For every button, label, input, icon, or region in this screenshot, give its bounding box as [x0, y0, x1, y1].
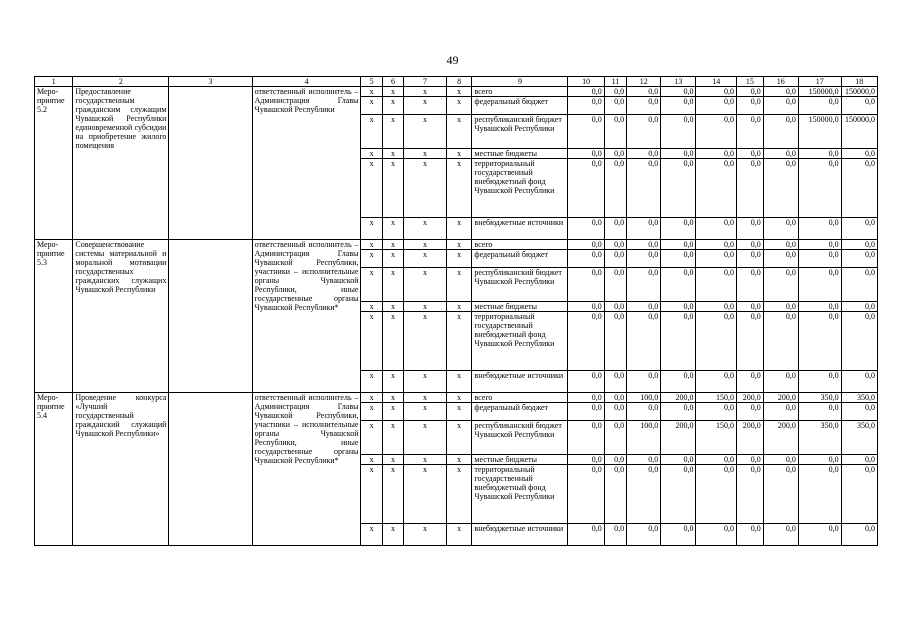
amount-cell: 0,0	[696, 302, 737, 312]
amount-cell: 150000,0	[841, 87, 877, 97]
measure-col3	[169, 393, 252, 546]
column-header: 3	[169, 77, 252, 87]
column-header: 11	[604, 77, 626, 87]
amount-cell: 0,0	[841, 97, 877, 115]
code-cell: x	[382, 371, 403, 393]
amount-cell: 350,0	[798, 421, 841, 455]
amount-cell: 0,0	[737, 159, 764, 218]
code-cell: x	[382, 149, 403, 159]
funding-source: внебюджетные источники	[472, 371, 568, 393]
amount-cell: 0,0	[798, 218, 841, 240]
amount-cell: 0,0	[661, 218, 696, 240]
column-header: 2	[73, 77, 169, 87]
amount-cell: 0,0	[696, 371, 737, 393]
funding-source: территориальный государственный внебюджетный фонд Чувашской Республики	[472, 465, 568, 524]
amount-cell: 0,0	[763, 115, 798, 149]
code-cell: x	[361, 97, 382, 115]
amount-cell: 0,0	[696, 149, 737, 159]
amount-cell: 0,0	[661, 524, 696, 546]
funding-source: федеральный бюджет	[472, 250, 568, 268]
amount-cell: 0,0	[568, 240, 604, 250]
amount-cell: 0,0	[627, 302, 661, 312]
amount-cell: 0,0	[627, 159, 661, 218]
amount-cell: 0,0	[798, 250, 841, 268]
amount-cell: 0,0	[627, 312, 661, 371]
amount-cell: 0,0	[737, 218, 764, 240]
amount-cell: 0,0	[696, 465, 737, 524]
amount-cell: 0,0	[604, 302, 626, 312]
amount-cell: 200,0	[763, 421, 798, 455]
code-cell: x	[404, 371, 447, 393]
amount-cell: 0,0	[798, 371, 841, 393]
code-cell: x	[361, 393, 382, 403]
amount-cell: 0,0	[568, 421, 604, 455]
amount-cell: 0,0	[568, 149, 604, 159]
amount-cell: 0,0	[763, 312, 798, 371]
code-cell: x	[446, 149, 472, 159]
amount-cell: 0,0	[661, 87, 696, 97]
funding-source: внебюджетные источники	[472, 218, 568, 240]
measure-executors: ответственный исполнитель – Администрация Главы Чувашской Республики, участники – исполнительные органы Чувашской Республики, иные государственные органы Чувашской Республики*	[252, 393, 361, 546]
code-cell: x	[404, 149, 447, 159]
code-cell: x	[404, 87, 447, 97]
funding-source: территориальный государственный внебюджетный фонд Чувашской Республики	[472, 159, 568, 218]
amount-cell: 200,0	[737, 393, 764, 403]
amount-cell: 0,0	[627, 268, 661, 302]
code-cell: x	[361, 159, 382, 218]
amount-cell: 0,0	[568, 97, 604, 115]
column-header: 18	[841, 77, 877, 87]
code-cell: x	[382, 240, 403, 250]
amount-cell: 0,0	[798, 268, 841, 302]
table-row	[35, 240, 878, 250]
amount-cell: 0,0	[627, 218, 661, 240]
amount-cell: 150000,0	[798, 87, 841, 97]
code-cell: x	[404, 218, 447, 240]
amount-cell: 350,0	[798, 393, 841, 403]
funding-source: местные бюджеты	[472, 302, 568, 312]
column-header: 7	[404, 77, 447, 87]
code-cell: x	[404, 250, 447, 268]
measure-executors: ответственный исполнитель – Администрация Главы Чувашской Республики, участники – исполнительные органы Чувашской Республики, иные государственные органы Чувашской Республики*	[252, 240, 361, 393]
amount-cell: 0,0	[604, 421, 626, 455]
amount-cell: 0,0	[696, 115, 737, 149]
amount-cell: 0,0	[568, 159, 604, 218]
code-cell: x	[404, 115, 447, 149]
code-cell: x	[404, 421, 447, 455]
code-cell: x	[404, 403, 447, 421]
amount-cell: 0,0	[696, 159, 737, 218]
amount-cell: 0,0	[841, 455, 877, 465]
amount-cell: 0,0	[627, 87, 661, 97]
table-row	[35, 87, 878, 97]
amount-cell: 0,0	[798, 159, 841, 218]
amount-cell: 0,0	[604, 115, 626, 149]
amount-cell: 0,0	[604, 97, 626, 115]
code-cell: x	[361, 371, 382, 393]
amount-cell: 0,0	[568, 115, 604, 149]
amount-cell: 0,0	[737, 240, 764, 250]
amount-cell: 0,0	[604, 240, 626, 250]
amount-cell: 150,0	[696, 421, 737, 455]
amount-cell: 0,0	[661, 115, 696, 149]
code-cell: x	[446, 218, 472, 240]
amount-cell: 0,0	[841, 465, 877, 524]
amount-cell: 0,0	[841, 312, 877, 371]
code-cell: x	[361, 465, 382, 524]
code-cell: x	[446, 371, 472, 393]
code-cell: x	[404, 455, 447, 465]
code-cell: x	[361, 403, 382, 421]
funding-source: внебюджетные источники	[472, 524, 568, 546]
amount-cell: 0,0	[841, 159, 877, 218]
amount-cell: 0,0	[798, 97, 841, 115]
code-cell: x	[404, 393, 447, 403]
amount-cell: 0,0	[737, 115, 764, 149]
code-cell: x	[446, 455, 472, 465]
amount-cell: 0,0	[737, 312, 764, 371]
code-cell: x	[404, 240, 447, 250]
amount-cell: 0,0	[661, 268, 696, 302]
amount-cell: 0,0	[737, 87, 764, 97]
amount-cell: 0,0	[627, 524, 661, 546]
code-cell: x	[382, 524, 403, 546]
measure-code: Меро-приятие 5.2	[35, 87, 73, 240]
amount-cell: 0,0	[763, 97, 798, 115]
amount-cell: 0,0	[627, 149, 661, 159]
funding-source: республиканский бюджет Чувашской Республики	[472, 268, 568, 302]
code-cell: x	[361, 115, 382, 149]
amount-cell: 0,0	[661, 371, 696, 393]
amount-cell: 0,0	[661, 240, 696, 250]
amount-cell: 0,0	[798, 403, 841, 421]
code-cell: x	[361, 240, 382, 250]
amount-cell: 0,0	[604, 465, 626, 524]
amount-cell: 0,0	[568, 524, 604, 546]
code-cell: x	[404, 268, 447, 302]
amount-cell: 0,0	[841, 218, 877, 240]
amount-cell: 0,0	[841, 371, 877, 393]
amount-cell: 0,0	[737, 455, 764, 465]
amount-cell: 0,0	[763, 524, 798, 546]
amount-cell: 0,0	[763, 455, 798, 465]
column-header: 1	[35, 77, 73, 87]
amount-cell: 200,0	[661, 393, 696, 403]
header-row	[35, 77, 878, 87]
amount-cell: 0,0	[798, 240, 841, 250]
amount-cell: 0,0	[763, 218, 798, 240]
column-header: 14	[696, 77, 737, 87]
measure-name: Проведение конкурса «Лучший государственный гражданский служащий Чувашской Республики»	[73, 393, 169, 546]
table-body	[35, 77, 878, 546]
amount-cell: 0,0	[737, 302, 764, 312]
table-row	[35, 393, 878, 403]
amount-cell: 0,0	[763, 149, 798, 159]
amount-cell: 0,0	[604, 149, 626, 159]
code-cell: x	[382, 218, 403, 240]
code-cell: x	[382, 403, 403, 421]
code-cell: x	[361, 524, 382, 546]
code-cell: x	[446, 403, 472, 421]
amount-cell: 0,0	[604, 218, 626, 240]
amount-cell: 0,0	[627, 465, 661, 524]
amount-cell: 0,0	[604, 371, 626, 393]
code-cell: x	[404, 302, 447, 312]
amount-cell: 0,0	[696, 97, 737, 115]
amount-cell: 0,0	[696, 455, 737, 465]
amount-cell: 0,0	[604, 87, 626, 97]
amount-cell: 0,0	[696, 250, 737, 268]
amount-cell: 0,0	[763, 250, 798, 268]
amount-cell: 0,0	[737, 268, 764, 302]
amount-cell: 0,0	[737, 524, 764, 546]
amount-cell: 0,0	[696, 240, 737, 250]
funding-source: всего	[472, 393, 568, 403]
measure-code: Меро-приятие 5.4	[35, 393, 73, 546]
amount-cell: 0,0	[841, 403, 877, 421]
amount-cell: 0,0	[841, 524, 877, 546]
code-cell: x	[446, 250, 472, 268]
amount-cell: 0,0	[604, 455, 626, 465]
amount-cell: 0,0	[604, 268, 626, 302]
code-cell: x	[446, 421, 472, 455]
code-cell: x	[404, 97, 447, 115]
code-cell: x	[361, 149, 382, 159]
amount-cell: 0,0	[737, 149, 764, 159]
code-cell: x	[361, 312, 382, 371]
code-cell: x	[361, 302, 382, 312]
amount-cell: 0,0	[568, 268, 604, 302]
amount-cell: 150,0	[696, 393, 737, 403]
funding-source: всего	[472, 87, 568, 97]
amount-cell: 200,0	[737, 421, 764, 455]
code-cell: x	[361, 455, 382, 465]
amount-cell: 0,0	[737, 97, 764, 115]
code-cell: x	[382, 393, 403, 403]
amount-cell: 0,0	[737, 403, 764, 421]
column-header: 15	[737, 77, 764, 87]
measure-name: Совершенствование системы материальной и моральной мотивации государственных гражданских служащих Чувашской Республики	[73, 240, 169, 393]
amount-cell: 0,0	[763, 371, 798, 393]
code-cell: x	[382, 97, 403, 115]
column-header: 4	[252, 77, 361, 87]
amount-cell: 0,0	[568, 250, 604, 268]
amount-cell: 0,0	[841, 250, 877, 268]
measure-col3	[169, 240, 252, 393]
measure-name: Предоставление государственным гражданским служащим Чувашской Республики единовременной субсидии на приобретение жилого помещения	[73, 87, 169, 240]
amount-cell: 0,0	[798, 524, 841, 546]
funding-source: федеральный бюджет	[472, 403, 568, 421]
column-header: 12	[627, 77, 661, 87]
column-header: 16	[763, 77, 798, 87]
funding-source: местные бюджеты	[472, 455, 568, 465]
column-header: 8	[446, 77, 472, 87]
amount-cell: 350,0	[841, 421, 877, 455]
code-cell: x	[361, 218, 382, 240]
amount-cell: 0,0	[661, 465, 696, 524]
amount-cell: 0,0	[798, 312, 841, 371]
amount-cell: 200,0	[763, 393, 798, 403]
amount-cell: 0,0	[696, 403, 737, 421]
amount-cell: 0,0	[763, 302, 798, 312]
amount-cell: 0,0	[568, 302, 604, 312]
amount-cell: 200,0	[661, 421, 696, 455]
amount-cell: 0,0	[763, 240, 798, 250]
amount-cell: 0,0	[798, 302, 841, 312]
amount-cell: 0,0	[841, 302, 877, 312]
code-cell: x	[361, 421, 382, 455]
measure-col3	[169, 87, 252, 240]
code-cell: x	[382, 302, 403, 312]
amount-cell: 0,0	[798, 455, 841, 465]
amount-cell: 0,0	[627, 403, 661, 421]
code-cell: x	[446, 393, 472, 403]
amount-cell: 0,0	[568, 371, 604, 393]
amount-cell: 0,0	[627, 371, 661, 393]
amount-cell: 0,0	[661, 403, 696, 421]
amount-cell: 150000,0	[798, 115, 841, 149]
column-header: 5	[361, 77, 382, 87]
code-cell: x	[446, 465, 472, 524]
funding-source: федеральный бюджет	[472, 97, 568, 115]
measure-executors: ответственный исполнитель – Администрация Главы Чувашской Республики	[252, 87, 361, 240]
amount-cell: 0,0	[661, 97, 696, 115]
code-cell: x	[446, 268, 472, 302]
code-cell: x	[404, 465, 447, 524]
amount-cell: 0,0	[604, 312, 626, 371]
code-cell: x	[404, 312, 447, 371]
amount-cell: 0,0	[737, 371, 764, 393]
amount-cell: 0,0	[763, 87, 798, 97]
amount-cell: 0,0	[763, 403, 798, 421]
amount-cell: 0,0	[763, 268, 798, 302]
amount-cell: 0,0	[696, 268, 737, 302]
amount-cell: 0,0	[661, 149, 696, 159]
amount-cell: 0,0	[627, 115, 661, 149]
code-cell: x	[446, 240, 472, 250]
code-cell: x	[382, 455, 403, 465]
amount-cell: 0,0	[568, 218, 604, 240]
code-cell: x	[382, 421, 403, 455]
amount-cell: 150000,0	[841, 115, 877, 149]
code-cell: x	[382, 159, 403, 218]
amount-cell: 0,0	[798, 465, 841, 524]
code-cell: x	[382, 312, 403, 371]
code-cell: x	[446, 524, 472, 546]
code-cell: x	[382, 87, 403, 97]
amount-cell: 0,0	[568, 87, 604, 97]
amount-cell: 0,0	[661, 312, 696, 371]
amount-cell: 0,0	[696, 524, 737, 546]
amount-cell: 0,0	[568, 403, 604, 421]
column-header: 9	[472, 77, 568, 87]
code-cell: x	[382, 115, 403, 149]
page-number: 49	[446, 53, 459, 67]
funding-source: всего	[472, 240, 568, 250]
code-cell: x	[446, 302, 472, 312]
amount-cell: 0,0	[568, 393, 604, 403]
funding-source: местные бюджеты	[472, 149, 568, 159]
code-cell: x	[404, 524, 447, 546]
amount-cell: 0,0	[604, 403, 626, 421]
amount-cell: 0,0	[763, 465, 798, 524]
amount-cell: 100,0	[627, 421, 661, 455]
amount-cell: 0,0	[696, 87, 737, 97]
amount-cell: 0,0	[568, 465, 604, 524]
code-cell: x	[361, 87, 382, 97]
budget-table	[34, 76, 878, 546]
amount-cell: 0,0	[604, 393, 626, 403]
amount-cell: 0,0	[568, 312, 604, 371]
amount-cell: 0,0	[841, 149, 877, 159]
amount-cell: 0,0	[627, 455, 661, 465]
column-header: 17	[798, 77, 841, 87]
amount-cell: 0,0	[661, 159, 696, 218]
amount-cell: 0,0	[841, 268, 877, 302]
amount-cell: 0,0	[627, 250, 661, 268]
code-cell: x	[361, 268, 382, 302]
amount-cell: 100,0	[627, 393, 661, 403]
amount-cell: 0,0	[841, 240, 877, 250]
code-cell: x	[361, 250, 382, 268]
amount-cell: 0,0	[661, 455, 696, 465]
code-cell: x	[404, 159, 447, 218]
amount-cell: 0,0	[604, 524, 626, 546]
amount-cell: 0,0	[627, 240, 661, 250]
amount-cell: 0,0	[568, 455, 604, 465]
code-cell: x	[446, 312, 472, 371]
funding-source: республиканский бюджет Чувашской Республики	[472, 115, 568, 149]
code-cell: x	[446, 159, 472, 218]
amount-cell: 0,0	[737, 465, 764, 524]
amount-cell: 0,0	[604, 159, 626, 218]
column-header: 13	[661, 77, 696, 87]
amount-cell: 0,0	[661, 302, 696, 312]
code-cell: x	[446, 87, 472, 97]
code-cell: x	[446, 115, 472, 149]
code-cell: x	[382, 465, 403, 524]
amount-cell: 0,0	[737, 250, 764, 268]
amount-cell: 0,0	[661, 250, 696, 268]
column-header: 10	[568, 77, 604, 87]
amount-cell: 0,0	[798, 149, 841, 159]
code-cell: x	[382, 268, 403, 302]
amount-cell: 350,0	[841, 393, 877, 403]
column-header: 6	[382, 77, 403, 87]
amount-cell: 0,0	[627, 97, 661, 115]
amount-cell: 0,0	[696, 312, 737, 371]
code-cell: x	[382, 250, 403, 268]
measure-code: Меро-приятие 5.3	[35, 240, 73, 393]
code-cell: x	[446, 97, 472, 115]
funding-source: территориальный государственный внебюджетный фонд Чувашской Республики	[472, 312, 568, 371]
amount-cell: 0,0	[696, 218, 737, 240]
amount-cell: 0,0	[604, 250, 626, 268]
amount-cell: 0,0	[763, 159, 798, 218]
funding-source: республиканский бюджет Чувашской Республики	[472, 421, 568, 455]
